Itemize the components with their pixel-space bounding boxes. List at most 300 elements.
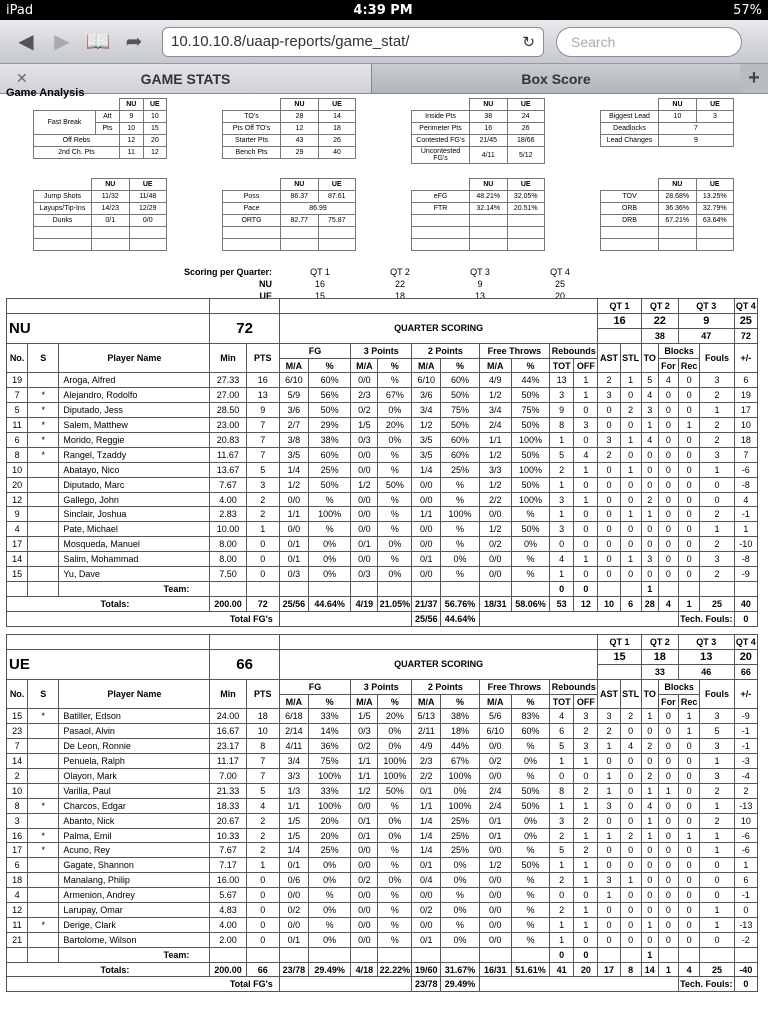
stat-cell: 6: [7, 858, 28, 873]
stat-cell: 0/0: [479, 888, 511, 903]
column-header: STL: [620, 679, 641, 709]
column-header: PTS: [246, 343, 279, 373]
column-header: Min: [210, 679, 246, 709]
stat-cell: 0: [574, 567, 598, 582]
player-row[interactable]: [7, 709, 758, 724]
stat-cell: 0/0: [412, 888, 441, 903]
tech-fouls-label: Tech. Fouls:: [678, 611, 734, 626]
player-row[interactable]: [7, 373, 758, 388]
url-field[interactable]: [162, 27, 544, 57]
stat-cell: Diputado, Marc: [59, 477, 210, 492]
stat-cell: 0: [678, 798, 699, 813]
stat-cell: 1: [550, 917, 574, 932]
cell: Poss: [223, 191, 281, 203]
scoring-per-quarter: [170, 266, 600, 302]
stat-cell: Diputado, Jess: [59, 403, 210, 418]
team-name: NU: [7, 313, 210, 343]
stat-cell: %: [441, 888, 479, 903]
stat-cell: 0: [620, 813, 641, 828]
player-row[interactable]: [7, 873, 758, 888]
stat-cell: 0: [700, 932, 734, 947]
stat-cell: 0%: [378, 724, 412, 739]
player-row[interactable]: [7, 798, 758, 813]
stat-cell: 0/4: [412, 873, 441, 888]
stat-cell: 18: [246, 709, 279, 724]
player-row[interactable]: [7, 492, 758, 507]
stat-cell: 0: [598, 858, 620, 873]
cumulative-score: 46: [678, 664, 734, 679]
stat-cell: 9: [550, 403, 574, 418]
stat-cell: 50%: [378, 477, 412, 492]
player-row[interactable]: [7, 403, 758, 418]
search-placeholder: Search: [571, 33, 616, 50]
player-row[interactable]: [7, 903, 758, 918]
stat-cell: 0/0: [351, 507, 378, 522]
stat-cell: 50%: [309, 403, 351, 418]
stat-cell: %: [441, 537, 479, 552]
stat-cell: Olayon, Mark: [59, 769, 210, 784]
totals-cell: 4/19: [351, 596, 378, 611]
stat-cell: 0: [658, 858, 678, 873]
stat-cell: 4: [641, 798, 658, 813]
stat-cell: 2.00: [210, 932, 246, 947]
totals-cell: 8: [620, 962, 641, 977]
stat-cell: 20%: [309, 813, 351, 828]
cell: 12/29: [129, 203, 167, 215]
cell: 14/23: [92, 203, 130, 215]
cell: Inside Pts: [412, 111, 470, 123]
stat-cell: 0/3: [351, 567, 378, 582]
player-row[interactable]: [7, 522, 758, 537]
stat-cell: 0: [658, 754, 678, 769]
cell: 21/45: [470, 135, 508, 147]
stat-cell: 0: [641, 537, 658, 552]
stat-cell: 100%: [378, 754, 412, 769]
new-tab-icon[interactable]: +: [748, 67, 760, 89]
cell: Fast Break: [34, 111, 96, 135]
stat-cell: 0: [598, 903, 620, 918]
stat-cell: 1: [620, 433, 641, 448]
stat-cell: 7.50: [210, 567, 246, 582]
stat-cell: 5: [550, 739, 574, 754]
stat-cell: 0/0: [279, 917, 308, 932]
stat-cell: 3: [598, 433, 620, 448]
stat-cell: 10.00: [210, 522, 246, 537]
stat-cell: 3: [598, 798, 620, 813]
stat-cell: 0: [658, 433, 678, 448]
stat-cell: 0: [658, 843, 678, 858]
analysis-box-7: [411, 178, 545, 251]
totals-cell: 12: [574, 596, 598, 611]
stat-cell: 0/0: [412, 492, 441, 507]
stat-cell: 2: [598, 373, 620, 388]
stat-cell: 2: [641, 492, 658, 507]
stat-cell: 21: [7, 932, 28, 947]
player-row[interactable]: [7, 388, 758, 403]
stat-cell: 50%: [511, 522, 549, 537]
reload-icon[interactable]: ↻: [522, 33, 535, 51]
stat-cell: 50%: [511, 477, 549, 492]
tab-box-score[interactable]: [372, 64, 740, 93]
url-text: 10.10.10.8/uaap-reports/game_stat/: [171, 33, 410, 50]
stat-cell: 7.17: [210, 858, 246, 873]
stat-cell: 3/4: [412, 403, 441, 418]
stat-cell: 0: [678, 403, 699, 418]
stat-cell: 0/0: [351, 798, 378, 813]
stat-cell: 1/1: [279, 798, 308, 813]
stat-cell: 50%: [378, 783, 412, 798]
stat-cell: 5/9: [279, 388, 308, 403]
stat-cell: %: [309, 492, 351, 507]
player-row[interactable]: [7, 917, 758, 932]
stat-cell: 2: [700, 537, 734, 552]
stat-cell: 0: [658, 813, 678, 828]
cell: NU: [659, 99, 697, 111]
stat-cell: 0: [678, 433, 699, 448]
stat-cell: [28, 567, 59, 582]
stat-cell: 4: [574, 447, 598, 462]
stat-cell: 1: [550, 507, 574, 522]
cell: 86.99: [281, 203, 356, 215]
stat-cell: 0: [620, 418, 641, 433]
stat-cell: 3/5: [412, 447, 441, 462]
stat-cell: 1: [574, 873, 598, 888]
cell: 0/0: [129, 215, 167, 227]
cell: NU: [119, 99, 143, 111]
spq-value: 16: [314, 279, 325, 289]
stat-cell: 0%: [309, 903, 351, 918]
stat-cell: 4: [658, 373, 678, 388]
ue-box-score: [6, 634, 758, 992]
totals-cell: 4: [658, 596, 678, 611]
analysis-box-4: [600, 98, 734, 147]
stat-cell: 9: [7, 507, 28, 522]
team-name: UE: [7, 649, 210, 679]
stat-cell: 25%: [441, 843, 479, 858]
column-header: TO: [641, 343, 658, 373]
totals-cell: 1: [678, 596, 699, 611]
stat-cell: 1: [550, 477, 574, 492]
stat-cell: 0/0: [351, 552, 378, 567]
column-header: %: [378, 358, 412, 373]
column-header: FG: [279, 343, 350, 358]
stat-cell: 67%: [378, 388, 412, 403]
stat-cell: 8: [246, 739, 279, 754]
stat-cell: 5/6: [479, 709, 511, 724]
stat-cell: 0: [620, 537, 641, 552]
stat-cell: 3: [641, 552, 658, 567]
player-row[interactable]: [7, 932, 758, 947]
cell: 10: [119, 123, 143, 135]
stat-cell: 1: [734, 858, 757, 873]
stat-cell: 0/0: [351, 932, 378, 947]
column-header: Player Name: [59, 679, 210, 709]
stat-cell: -9: [734, 567, 757, 582]
player-row[interactable]: [7, 858, 758, 873]
stat-cell: 50%: [511, 783, 549, 798]
stat-cell: 0/2: [479, 754, 511, 769]
player-row[interactable]: [7, 477, 758, 492]
cell: UE: [318, 99, 355, 111]
stat-cell: 0: [678, 492, 699, 507]
stat-cell: 1: [678, 828, 699, 843]
cell: Pace: [223, 203, 281, 215]
stat-cell: 0: [620, 492, 641, 507]
stat-cell: 1: [574, 903, 598, 918]
player-row[interactable]: [7, 813, 758, 828]
stat-cell: Varilla, Paul: [59, 783, 210, 798]
stat-cell: 0: [641, 932, 658, 947]
cell: 18/66: [507, 135, 545, 147]
cell: ORTG: [223, 215, 281, 227]
stat-cell: 0: [658, 477, 678, 492]
close-tab-icon[interactable]: ✕: [16, 70, 28, 86]
stat-cell: 1: [641, 813, 658, 828]
spq-qtr: QT 2: [390, 267, 410, 277]
player-row[interactable]: [7, 724, 758, 739]
stat-cell: 25%: [441, 462, 479, 477]
cell: 9: [659, 135, 734, 147]
stat-cell: 0: [658, 537, 678, 552]
column-header: Rebounds: [550, 679, 598, 694]
column-header: PTS: [246, 679, 279, 709]
stat-cell: 0: [598, 507, 620, 522]
stat-cell: [28, 492, 59, 507]
bookmarks-icon[interactable]: 📖: [85, 31, 111, 53]
cell: 67.21%: [659, 215, 697, 227]
stat-cell: 1: [620, 552, 641, 567]
stat-cell: [28, 873, 59, 888]
stat-cell: *: [28, 418, 59, 433]
stat-cell: 1: [641, 783, 658, 798]
spq-value: 18: [394, 291, 405, 301]
page-content: [0, 87, 768, 1004]
stat-cell: 3/4: [479, 403, 511, 418]
player-row[interactable]: [7, 783, 758, 798]
stat-cell: Alejandro, Rodolfo: [59, 388, 210, 403]
stat-cell: 1: [641, 828, 658, 843]
stat-cell: 2: [246, 507, 279, 522]
stat-cell: 0/1: [279, 552, 308, 567]
stat-cell: 20%: [378, 709, 412, 724]
stat-cell: 0%: [309, 932, 351, 947]
stat-cell: %: [511, 917, 549, 932]
stat-cell: [28, 813, 59, 828]
column-header: Fouls: [700, 679, 734, 709]
cell: 3: [696, 111, 733, 123]
search-input[interactable]: [556, 27, 742, 57]
stat-cell: 100%: [511, 433, 549, 448]
player-row[interactable]: [7, 888, 758, 903]
stat-cell: 3: [550, 522, 574, 537]
analysis-box-5: [33, 178, 167, 251]
cell: 13.25%: [696, 191, 734, 203]
quarter-score: 15: [598, 649, 641, 664]
stat-cell: %: [378, 798, 412, 813]
stat-cell: Salim, Mohammad: [59, 552, 210, 567]
stat-cell: Manalang, Philip: [59, 873, 210, 888]
stat-cell: 2: [7, 769, 28, 784]
totals-cell: 25: [700, 596, 734, 611]
stat-cell: 0: [620, 917, 641, 932]
column-header: %: [309, 358, 351, 373]
player-row[interactable]: [7, 567, 758, 582]
stat-cell: 0%: [511, 828, 549, 843]
player-row[interactable]: [7, 828, 758, 843]
stat-cell: 0: [641, 858, 658, 873]
stat-cell: [28, 903, 59, 918]
stat-cell: -8: [734, 552, 757, 567]
stat-cell: 10: [734, 418, 757, 433]
stat-cell: -2: [734, 932, 757, 947]
cell: 63.64%: [696, 215, 734, 227]
stat-cell: 0: [678, 388, 699, 403]
player-row[interactable]: [7, 537, 758, 552]
stat-cell: 0: [700, 873, 734, 888]
spq-value: 20: [554, 291, 565, 301]
stat-cell: 0: [620, 903, 641, 918]
cell: NU: [470, 99, 508, 111]
stat-cell: 0: [574, 477, 598, 492]
player-row[interactable]: [7, 447, 758, 462]
stat-cell: 0/3: [351, 724, 378, 739]
column-header: +/-: [734, 679, 757, 709]
stat-cell: 1/2: [479, 388, 511, 403]
totals-cell: 25/56: [279, 596, 308, 611]
stat-cell: 1/4: [412, 828, 441, 843]
cell: 20: [143, 135, 166, 147]
totals-cell: 17: [598, 962, 620, 977]
stat-cell: 4: [620, 739, 641, 754]
player-row[interactable]: [7, 418, 758, 433]
spq-value: 13: [474, 291, 485, 301]
stat-cell: [28, 769, 59, 784]
stat-cell: Bartolome, Wilson: [59, 932, 210, 947]
player-row[interactable]: [7, 754, 758, 769]
stat-cell: 3/6: [279, 403, 308, 418]
stat-cell: Morido, Reggie: [59, 433, 210, 448]
stat-cell: 1/1: [351, 769, 378, 784]
stat-cell: 0: [598, 754, 620, 769]
player-row[interactable]: [7, 739, 758, 754]
column-header: M/A: [351, 694, 378, 709]
stat-cell: 100%: [309, 798, 351, 813]
stat-cell: 0%: [378, 567, 412, 582]
tech-fouls-label: Tech. Fouls:: [678, 977, 734, 992]
cell: 0/1: [92, 215, 130, 227]
stat-cell: 1: [700, 522, 734, 537]
stat-cell: 75%: [511, 403, 549, 418]
fast-break-box: [33, 98, 167, 159]
player-row[interactable]: [7, 507, 758, 522]
stat-cell: %: [511, 888, 549, 903]
stat-cell: Aroga, Alfred: [59, 373, 210, 388]
cell: TOV: [601, 191, 659, 203]
stat-cell: 0: [620, 798, 641, 813]
stat-cell: 2: [574, 813, 598, 828]
stat-cell: 0: [598, 522, 620, 537]
stat-cell: 0%: [511, 754, 549, 769]
player-row[interactable]: [7, 843, 758, 858]
stat-cell: 1/5: [279, 813, 308, 828]
stat-cell: %: [511, 552, 549, 567]
column-header: M/A: [279, 694, 308, 709]
stat-cell: 0/0: [479, 903, 511, 918]
stat-cell: 3: [700, 709, 734, 724]
forward-icon[interactable]: ▶: [54, 31, 70, 53]
player-row[interactable]: [7, 462, 758, 477]
stat-cell: 2: [734, 783, 757, 798]
column-header: AST: [598, 679, 620, 709]
column-header: Blocks: [658, 343, 700, 358]
stat-cell: 2: [550, 828, 574, 843]
stat-cell: 0: [620, 858, 641, 873]
stat-cell: 0%: [378, 813, 412, 828]
stat-cell: -10: [734, 537, 757, 552]
column-header: OFF: [574, 694, 598, 709]
stat-cell: 8: [550, 418, 574, 433]
column-header: M/A: [279, 358, 308, 373]
stat-cell: Salem, Matthew: [59, 418, 210, 433]
stat-cell: 2: [574, 843, 598, 858]
stat-cell: 18: [7, 873, 28, 888]
stat-cell: 0: [658, 917, 678, 932]
stat-cell: 1: [641, 709, 658, 724]
stat-cell: 1: [574, 917, 598, 932]
total-fg-cell: 25/56: [412, 611, 441, 626]
stat-cell: 0: [658, 403, 678, 418]
cell: 36.36%: [659, 203, 697, 215]
totals-cell: 72: [246, 596, 279, 611]
stat-cell: 50%: [511, 447, 549, 462]
stat-cell: 0/0: [412, 477, 441, 492]
tab-bar: [0, 64, 768, 94]
stat-cell: 16: [246, 373, 279, 388]
stat-cell: 2/4: [479, 798, 511, 813]
column-header: %: [511, 358, 549, 373]
stat-cell: 4.00: [210, 492, 246, 507]
stat-cell: 1: [574, 552, 598, 567]
stat-cell: 2/2: [479, 492, 511, 507]
stat-cell: *: [28, 798, 59, 813]
player-row[interactable]: [7, 552, 758, 567]
stat-cell: 0: [658, 873, 678, 888]
stat-cell: 17: [734, 403, 757, 418]
player-row[interactable]: [7, 769, 758, 784]
player-row[interactable]: [7, 433, 758, 448]
spq-team: UE: [259, 291, 272, 301]
stat-cell: Gagate, Shannon: [59, 858, 210, 873]
share-icon[interactable]: ➦: [125, 31, 143, 53]
stat-cell: 0: [246, 537, 279, 552]
stat-cell: 0: [620, 754, 641, 769]
back-icon[interactable]: ◀: [18, 31, 34, 53]
stat-cell: 0: [598, 418, 620, 433]
cumulative-score: 33: [641, 664, 678, 679]
stat-cell: 2: [550, 462, 574, 477]
stat-cell: 5.67: [210, 888, 246, 903]
stat-cell: 3/3: [279, 769, 308, 784]
stat-cell: 0: [246, 888, 279, 903]
stat-cell: 4.83: [210, 903, 246, 918]
stat-cell: 3: [700, 447, 734, 462]
quarter-label: QT 4: [734, 635, 757, 650]
stat-cell: 38%: [309, 433, 351, 448]
cell: 43: [281, 135, 319, 147]
total-fg-label: Total FG's: [7, 977, 280, 992]
cell: 48.21%: [470, 191, 508, 203]
stat-cell: 0%: [309, 567, 351, 582]
